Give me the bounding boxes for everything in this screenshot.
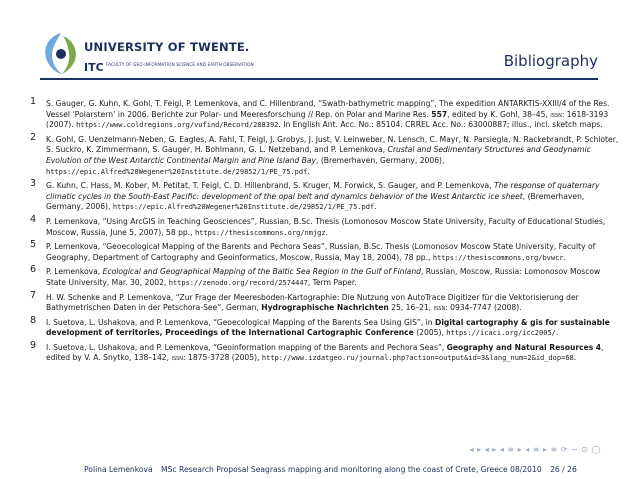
bib-text: Hydrographische Nachrichten [261, 303, 389, 313]
bib-text: P. Lemenkova, “Geoecological Mapping of the Barents and Pechora Seas”, Russian, B.Sc. Thesis (Lomonosov Moscow State University, Faculty of Geography, Department of Cartography and Geoinformatics, Moscow, Russia, May 18, 2004), 78 pp., [46, 242, 596, 262]
title-divider [40, 78, 598, 80]
bib-text: H. W. Schenke and P. Lemenkova, “Zur Frage der Meeresboden-Kartographie: Die Nutzung von AutoTrace Digitizer für die Vektorisierung der Bathymetrischen Daten in der Petschora-See”, German, [46, 292, 579, 313]
logo-wordmark: UNIVERSITY OF TWENTE. [84, 40, 250, 54]
bib-link[interactable]: https://thesiscommons.org/bvwcr [432, 253, 564, 262]
bib-text: Ecological and Geographical Mapping of the Baltic Sea Region in the Gulf of Finland [102, 267, 421, 277]
bib-text: , Term Paper. [307, 277, 357, 287]
bib-entry-number: 3 [30, 178, 37, 190]
bib-text: Crustal and Sedimentary Structures and Geodynamic Evolution of the West Antarctic Continental Margin and Pine Island Bay [46, 145, 591, 165]
bibliography-list [30, 96, 620, 368]
twente-emblem-icon [40, 30, 82, 78]
bib-link[interactable]: https://epic.Alfred%20Wegener%20Institute.de/29852/1/PE_75.pdf [112, 203, 375, 212]
logo-itc: ITC [84, 61, 104, 74]
bib-text: 4 [595, 342, 602, 352]
bib-text: . [555, 328, 559, 338]
footer-title: MSc Research Proposal Seagrass mapping and monitoring along the coast of Crete, Greece 08/2010 [161, 465, 542, 474]
bib-text: , Russian, Moscow, Russia: Lomonosov Moscow State University, Mar. 30, 2002, [46, 267, 601, 287]
bib-text: Geography and Natural Resources [446, 342, 594, 352]
bib-text: . [573, 353, 577, 363]
bib-text: : 0934-7747 (2008). [445, 303, 522, 313]
bib-link[interactable]: http://www.izdatgeo.ru/journal.php?action=output&id=3&lang_num=2&id_dop=68 [261, 354, 574, 363]
bib-text: , (Bremerhaven, Germany, 2006), [46, 191, 585, 212]
bib-text: issn [171, 353, 184, 363]
bib-text: 557 [431, 109, 448, 119]
bib-entry-number: 7 [30, 289, 37, 301]
bib-text: , edited by K. Gohl, 38–45, [447, 109, 551, 119]
bib-text: . In English Ant. Acc. No.: 85104. CRREL Acc. No.: 63000887; illus., incl. sketch maps. [278, 120, 603, 130]
bib-text: . [374, 202, 377, 212]
bib-entry [30, 264, 620, 288]
bib-entry [30, 131, 620, 177]
bib-text: Digital cartography & gis for sustainable development of territories, Proceedings of the International Cartographic Conference [46, 317, 610, 338]
footer-author: Polina Lemenkova [84, 465, 153, 474]
bib-entry-number: 2 [30, 131, 37, 143]
bib-text: G. Kuhn, C. Hass, M. Kober, M. Petitat, T. Feigl, C. D. Hillenbrand, S. Kruger, M. Forwick, S. Gauger, and P. Lemenkova, [46, 181, 494, 191]
bib-entry-number: 4 [30, 213, 37, 225]
bib-text: , edited by V. A. Snytko, 138–142, [46, 342, 604, 363]
frame-title: Bibliography [503, 52, 598, 70]
bib-text: . [563, 252, 566, 262]
university-logo [40, 30, 254, 90]
bib-entry [30, 339, 620, 364]
bib-text: P. Lemenkova, [46, 267, 103, 277]
logo-faculty-line: FACULTY OF GEO-INFORMATION SCIENCE AND EARTH OBSERVATION [106, 62, 254, 67]
bib-link[interactable]: https://icaci.org/icc2005/ [446, 329, 556, 338]
bib-entry-number: 1 [30, 96, 37, 107]
bib-text: K. Gohl, G. Uenzelmann-Neben, G. Eagles, A. Fahl, T. Feigl, J. Grobys, J. Just, V. Leinweber, N. Lensch, C. Mayr, N. Parsiegla, N. Rackebrandt, P. Schloter, S. Suckro, K. Zimmermann, S. Gauger, H. Bohlmann, G. L. Netzeband, and P. Lemenkova, [46, 134, 619, 155]
bib-text: , (Bremerhaven, Germany, 2006), [316, 155, 445, 165]
bib-text: : 1618-3193 (2007). [46, 109, 609, 130]
bib-text: . [325, 227, 329, 237]
bib-entry [30, 213, 620, 238]
beamer-navigation-bar[interactable]: ◂ ▸ ◂ ▸ ◂ ≡ ▸ ◂ ≡ ▸ ≡ ⟳ ∽ ⊙ ◯ [469, 445, 601, 454]
bib-entry [30, 178, 620, 213]
bib-link[interactable]: https://www.coldregions.org/vufind/Record/288392 [76, 121, 279, 130]
bib-text: : 1875-3728 (2005), [183, 353, 262, 363]
bib-text: S. Gauger, G. Kuhn, K. Gohl, T. Feigl, P. Lemenkova, and C. Hillenbrand, “Swath-bathymetric mapping”, The expedition ANTARKTIS-XXIII/4 of the Res. Vessel ‘Polarstern’ in 2006. Berichte zur Polar- und Meeresforschung // Rep. on Polar and Marine Res. [46, 99, 610, 119]
bib-text: I. Suetova, L. Ushakova, and P. Lemenkova, “Geoecological Mapping of the Barents Sea Using GIS”, in [46, 317, 436, 327]
bib-text: . [307, 166, 310, 176]
footer-page-number: 26 / 26 [550, 465, 577, 474]
footer [84, 465, 577, 474]
bib-link[interactable]: https://zenodo.org/record/2574447 [168, 278, 308, 287]
bib-entry-number: 5 [30, 239, 37, 251]
bib-entry [30, 289, 620, 314]
bib-text: The response of quaternary climatic cycles in the South-East Pacific: development of the opal belt and dynamics behavior of the West Antarctic ice sheet [46, 181, 600, 201]
bib-link[interactable]: https://epic.Alfred%20Wegener%20Institute.de/29852/1/PE_75.pdf [46, 167, 308, 176]
bib-text: P. Lemenkova, “Using ArcGIS in Teaching Geosciences”, Russian, B.Sc. Thesis (Lomonosov Moscow State University, Faculty of Educational Studies, Moscow, Russia, June 5, 2007), 58 pp., [46, 216, 606, 237]
bib-entry [30, 239, 620, 263]
bib-link[interactable]: https://thesiscommons.org/nmjgz [194, 228, 326, 237]
bib-text: issn [550, 109, 562, 119]
bib-entry [30, 96, 620, 131]
bib-entry-number: 9 [30, 339, 37, 351]
bib-text: issn [433, 303, 446, 313]
bib-entry-number: 8 [30, 314, 37, 326]
bib-entry [30, 314, 620, 339]
bib-text: I. Suetova, L. Ushakova, and P. Lemenkova, “Geoinformation mapping of the Barents and Pechora Seas”, [46, 342, 447, 352]
bib-text: (2005), [413, 328, 447, 338]
bib-text: 25, 16–21, [388, 303, 434, 313]
bib-entry-number: 6 [30, 264, 37, 276]
